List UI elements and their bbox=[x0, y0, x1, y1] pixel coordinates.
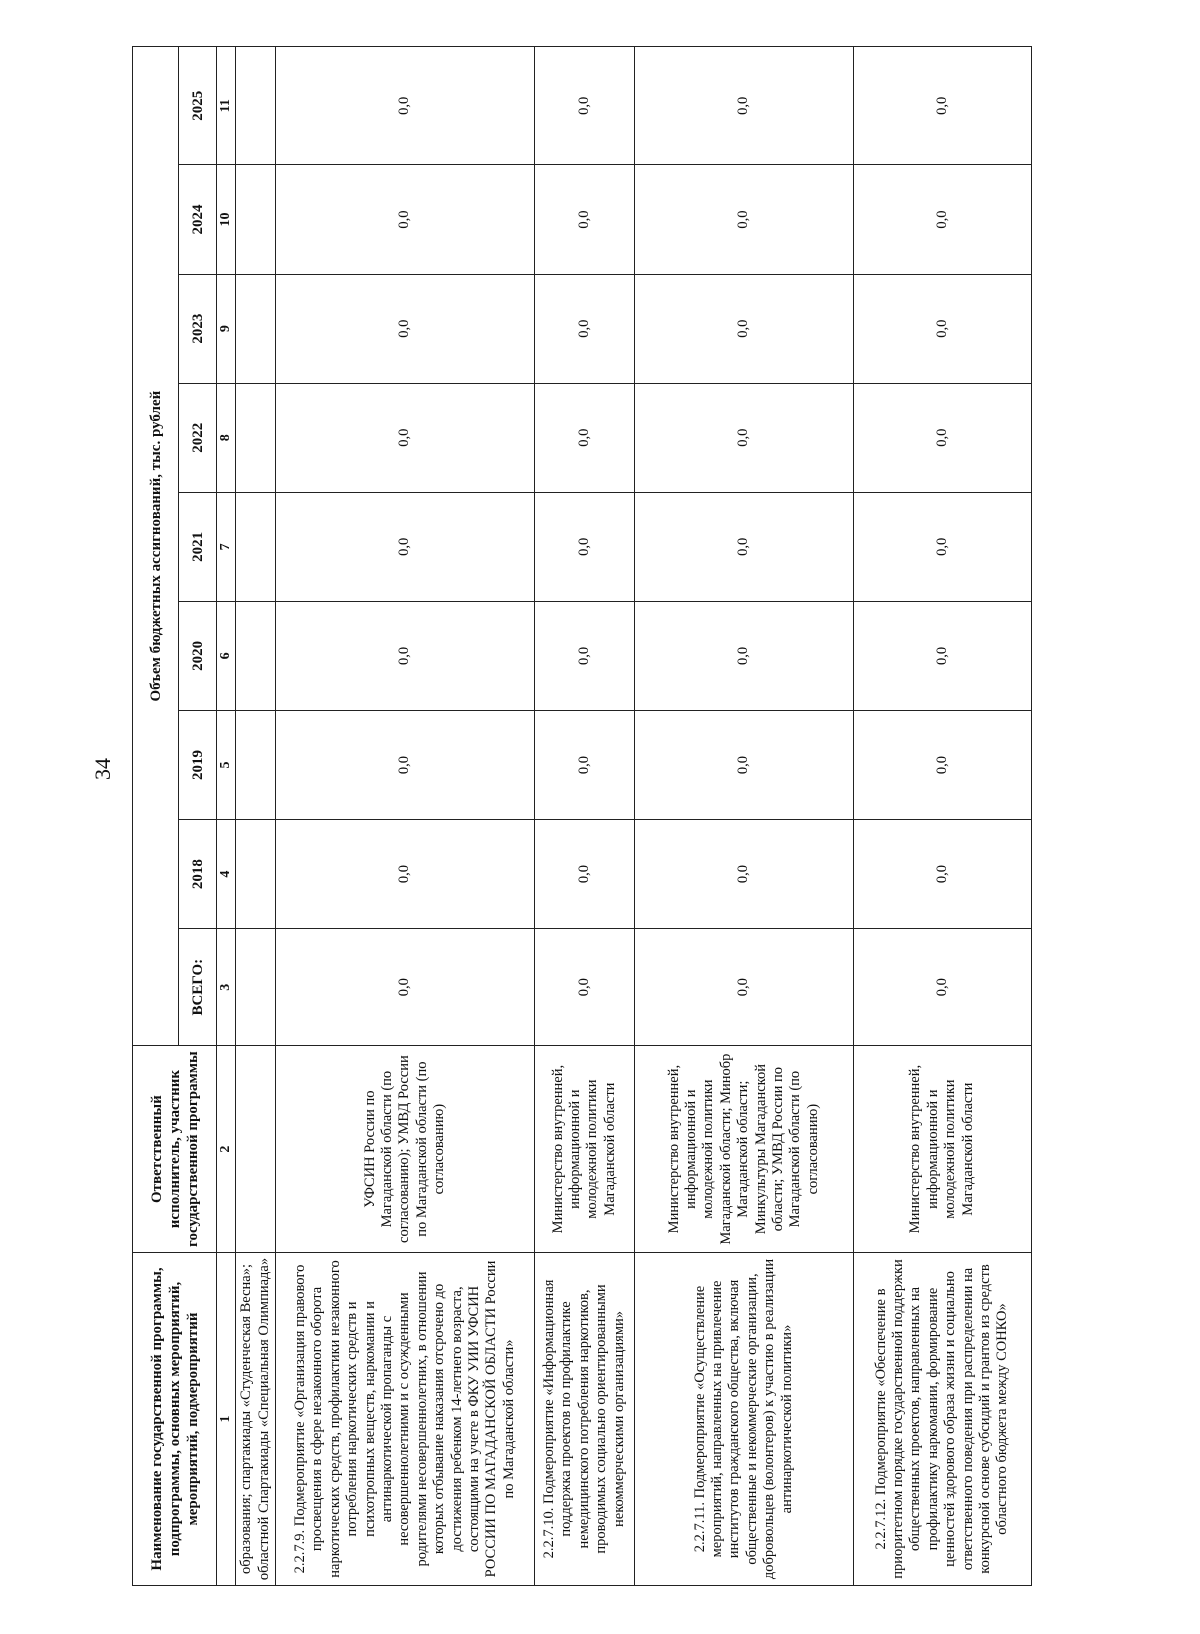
row-name: 2.2.7.12. Подмероприятие «Обеспечение в приоритетном порядке государственной поддержки общественных проектов, направленных на профилактику наркомании, формирование ценностей здорового образа жизни и социально ответственного поведения при распределении на конкурсной основе субсидий и грантов из средств областного бюджета между СОНКО» bbox=[853, 1252, 1031, 1585]
row-name: образования; спартакиады «Студенческая Весна»; областной Спартакиады «Специальная Олимпиада» bbox=[236, 1252, 276, 1585]
row-responsible: Министерство внутренней, информационной и молодежной политики Магаданской области bbox=[853, 1046, 1031, 1253]
value-cell: 0,0 bbox=[534, 383, 634, 492]
column-number: 6 bbox=[217, 601, 236, 710]
value-cell: 0,0 bbox=[635, 929, 853, 1046]
table-row bbox=[276, 47, 535, 1586]
value-cell: 0,0 bbox=[853, 492, 1031, 601]
value-cell: 0,0 bbox=[276, 383, 535, 492]
value-cell: 0,0 bbox=[853, 710, 1031, 819]
value-cell: 0,0 bbox=[534, 710, 634, 819]
column-number: 9 bbox=[217, 274, 236, 383]
table-row bbox=[534, 47, 634, 1586]
value-cell: 0,0 bbox=[276, 274, 535, 383]
column-number: 2 bbox=[217, 1046, 236, 1253]
header-year: 2024 bbox=[179, 165, 217, 274]
value-cell: 0,0 bbox=[534, 929, 634, 1046]
header-year: 2019 bbox=[179, 710, 217, 819]
column-number: 11 bbox=[217, 47, 236, 165]
table-row bbox=[635, 47, 853, 1586]
budget-table-rotated bbox=[132, 46, 1032, 1586]
header-name: Наименование государственной программы, подпрограммы, основных мероприятий, мероприятий, подмероприятий bbox=[133, 1252, 217, 1585]
value-cell: 0,0 bbox=[635, 492, 853, 601]
row-name: 2.2.7.9. Подмероприятие «Организация правового просвещения в сфере незаконного оборота наркотических средств, профилактики незаконного потребления наркотических средств и психотропных веществ, наркомании и антинаркотической пропаганды с несовершеннолетними и с осужденными родителями несовершеннолетних, в отношении которых отбывание наказания отсрочено до достижения ребенком 14-летнего возраста, состоящими на учете в ФКУ УИИ УФСИН РОССИИ ПО МАГАДАНСКОЙ ОБЛАСТИ России по Магаданской области» bbox=[276, 1252, 535, 1585]
value-cell: 0,0 bbox=[635, 274, 853, 383]
value-cell: 0,0 bbox=[276, 710, 535, 819]
header-year: 2018 bbox=[179, 820, 217, 929]
column-number: 4 bbox=[217, 820, 236, 929]
value-cell: 0,0 bbox=[635, 601, 853, 710]
header-total: ВСЕГО: bbox=[179, 929, 217, 1046]
header-year: 2025 bbox=[179, 47, 217, 165]
header-year: 2020 bbox=[179, 601, 217, 710]
column-number: 3 bbox=[217, 929, 236, 1046]
row-responsible: УФСИН России по Магаданской области (по согласованию); УМВД России по Магаданской области (по согласованию) bbox=[276, 1046, 535, 1253]
value-cell: 0,0 bbox=[853, 820, 1031, 929]
header-responsible: Ответственный исполнитель, участник государственной программы bbox=[133, 1046, 217, 1253]
value-cell: 0,0 bbox=[534, 165, 634, 274]
value-cell: 0,0 bbox=[853, 47, 1031, 165]
column-number: 8 bbox=[217, 383, 236, 492]
column-number: 5 bbox=[217, 710, 236, 819]
value-cell: 0,0 bbox=[635, 47, 853, 165]
value-cell: 0,0 bbox=[534, 47, 634, 165]
value-cell: 0,0 bbox=[635, 383, 853, 492]
value-cell: 0,0 bbox=[534, 601, 634, 710]
value-cell: 0,0 bbox=[534, 820, 634, 929]
column-number: 1 bbox=[217, 1252, 236, 1585]
value-cell: 0,0 bbox=[853, 929, 1031, 1046]
value-cell: 0,0 bbox=[276, 601, 535, 710]
value-cell: 0,0 bbox=[853, 165, 1031, 274]
column-number: 7 bbox=[217, 492, 236, 601]
header-year: 2023 bbox=[179, 274, 217, 383]
value-cell: 0,0 bbox=[276, 929, 535, 1046]
value-cell: 0,0 bbox=[276, 47, 535, 165]
value-cell: 0,0 bbox=[635, 165, 853, 274]
header-year: 2022 bbox=[179, 383, 217, 492]
value-cell: 0,0 bbox=[853, 601, 1031, 710]
column-number: 10 bbox=[217, 165, 236, 274]
row-responsible: Министерство внутренней, информационной и молодежной политики Магаданской области; Минобр Магаданской области; Минкультуры Магаданской области; УМВД России по Магаданской области (по согласованию) bbox=[635, 1046, 853, 1253]
budget-table bbox=[132, 46, 1032, 1586]
header-year: 2021 bbox=[179, 492, 217, 601]
page-number: 34 bbox=[90, 758, 115, 780]
value-cell: 0,0 bbox=[534, 274, 634, 383]
value-cell: 0,0 bbox=[276, 820, 535, 929]
header-budget: Объем бюджетных ассигнований, тыс. рублей bbox=[133, 47, 179, 1046]
row-name: 2.2.7.10. Подмероприятие «Информационная поддержка проектов по профилактике немедицинского потребления наркотиков, проводимых социально ориентированными некоммерческими организациями» bbox=[534, 1252, 634, 1585]
row-name: 2.2.7.11. Подмероприятие «Осуществление мероприятий, направленных на привлечение институтов гражданского общества, включая общественные и некоммерческие организации, добровольцев (волонтеров) к участию в реализации антинаркотической политики» bbox=[635, 1252, 853, 1585]
value-cell: 0,0 bbox=[635, 710, 853, 819]
value-cell: 0,0 bbox=[276, 165, 535, 274]
value-cell: 0,0 bbox=[853, 383, 1031, 492]
row-responsible: Министерство внутренней, информационной и молодежной политики Магаданской области bbox=[534, 1046, 634, 1253]
value-cell: 0,0 bbox=[635, 820, 853, 929]
value-cell: 0,0 bbox=[534, 492, 634, 601]
table-row bbox=[853, 47, 1031, 1586]
table-row bbox=[236, 47, 276, 1586]
value-cell: 0,0 bbox=[853, 274, 1031, 383]
value-cell: 0,0 bbox=[276, 492, 535, 601]
